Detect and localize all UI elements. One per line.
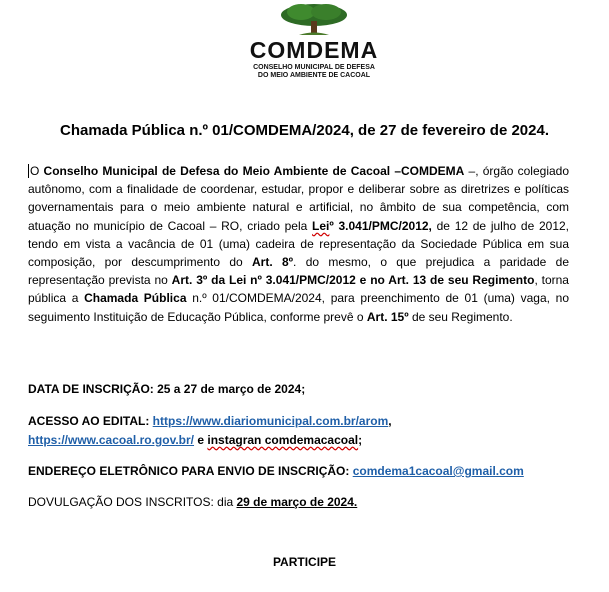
council-name: Conselho Municipal de Defesa do Meio Ambiente de Cacoal –COMDEMA [43, 164, 465, 178]
body-paragraph [28, 162, 569, 326]
tree-icon [279, 3, 349, 37]
instagram-handle: instagran comdemacacoal [207, 433, 359, 447]
body-text-3: . do mesmo, o que prejudica a paridade de representação prevista no [28, 255, 569, 288]
participe-text: PARTICIPE [272, 555, 337, 569]
text-cursor [28, 164, 29, 178]
document-title [0, 122, 609, 139]
body-text-end: de seu Regimento. [408, 309, 513, 324]
divulgacao-line [28, 495, 357, 509]
acesso-edital-line2 [28, 433, 362, 447]
divulgacao-label: DOVULGAÇÃO DOS INSCRITOS: dia [28, 495, 237, 509]
data-inscricao: DATA DE INSCRIÇÃO: 25 a 27 de março de 2024; [28, 382, 306, 396]
logo-subtitle-line1: CONSELHO MUNICIPAL DE DEFESA [253, 64, 375, 71]
art8-ref: Art. 8º [252, 255, 294, 270]
email-link[interactable]: comdema1cacoal@gmail.com [352, 464, 524, 478]
art15-ref: Art. 15º [366, 309, 409, 324]
edital-and: e [194, 433, 208, 447]
lei-number: º 3.041/PMC/2012, [329, 218, 432, 233]
acesso-edital-line1 [28, 414, 392, 428]
logo-subtitle-line2: DO MEIO AMBIENTE DE CACOAL [257, 72, 371, 79]
edital-link-diario[interactable]: https://www.diariomunicipal.com.br/arom [152, 414, 389, 428]
body-text-start: O [30, 164, 44, 178]
body-text-5: n.º 01/COMDEMA/2024, para preenchimento de 01 (uma) vaga, no seguimento Instituição de Educação Pública, conforme prevê o [28, 291, 570, 324]
edital-separator: , [388, 414, 392, 428]
art3-ref: Art. 3º da Lei nº 3.041/PMC/2012 e no Art. 13 de seu Regimento [171, 273, 535, 288]
edital-link-cacoal[interactable]: https://www.cacoal.ro.gov.br/ [28, 433, 195, 447]
body-text-1: –, órgão colegiado autônomo, com a finalidade de coordenar, estudar, propor e deliberar sobre as diretrizes e políticas governamentais para o meio ambiente natural e artificial, no âmbito de sua competência, com atuação no município de Cacoal – RO, criado pela [28, 164, 570, 233]
logo-wordmark: COMDEMA [249, 37, 379, 63]
email-line [28, 464, 524, 478]
edital-end: ; [358, 433, 363, 447]
title-date: , de 27 de fevereiro de 2024. [349, 122, 549, 139]
body-text-4: , torna pública a [28, 273, 569, 306]
edital-label: ACESSO AO EDITAL: [28, 414, 153, 428]
email-label: ENDEREÇO ELETRÔNICO PARA ENVIO DE INSCRIÇÃO: [28, 464, 353, 478]
chamada-publica: Chamada Pública [84, 291, 187, 306]
divulgacao-date: 29 de março de 2024. [236, 495, 358, 509]
body-text-2: de 12 de julho de 2012, tendo em vista a vacância de 01 (uma) cadeira de representação da Sociedade Pública em sua composição, por descumprimento do [28, 218, 570, 270]
comdema-logo [243, 3, 385, 83]
lei-word: Lei [312, 218, 330, 233]
title-main: Chamada Pública n.º 01/COMDEMA/2024 [59, 122, 350, 139]
